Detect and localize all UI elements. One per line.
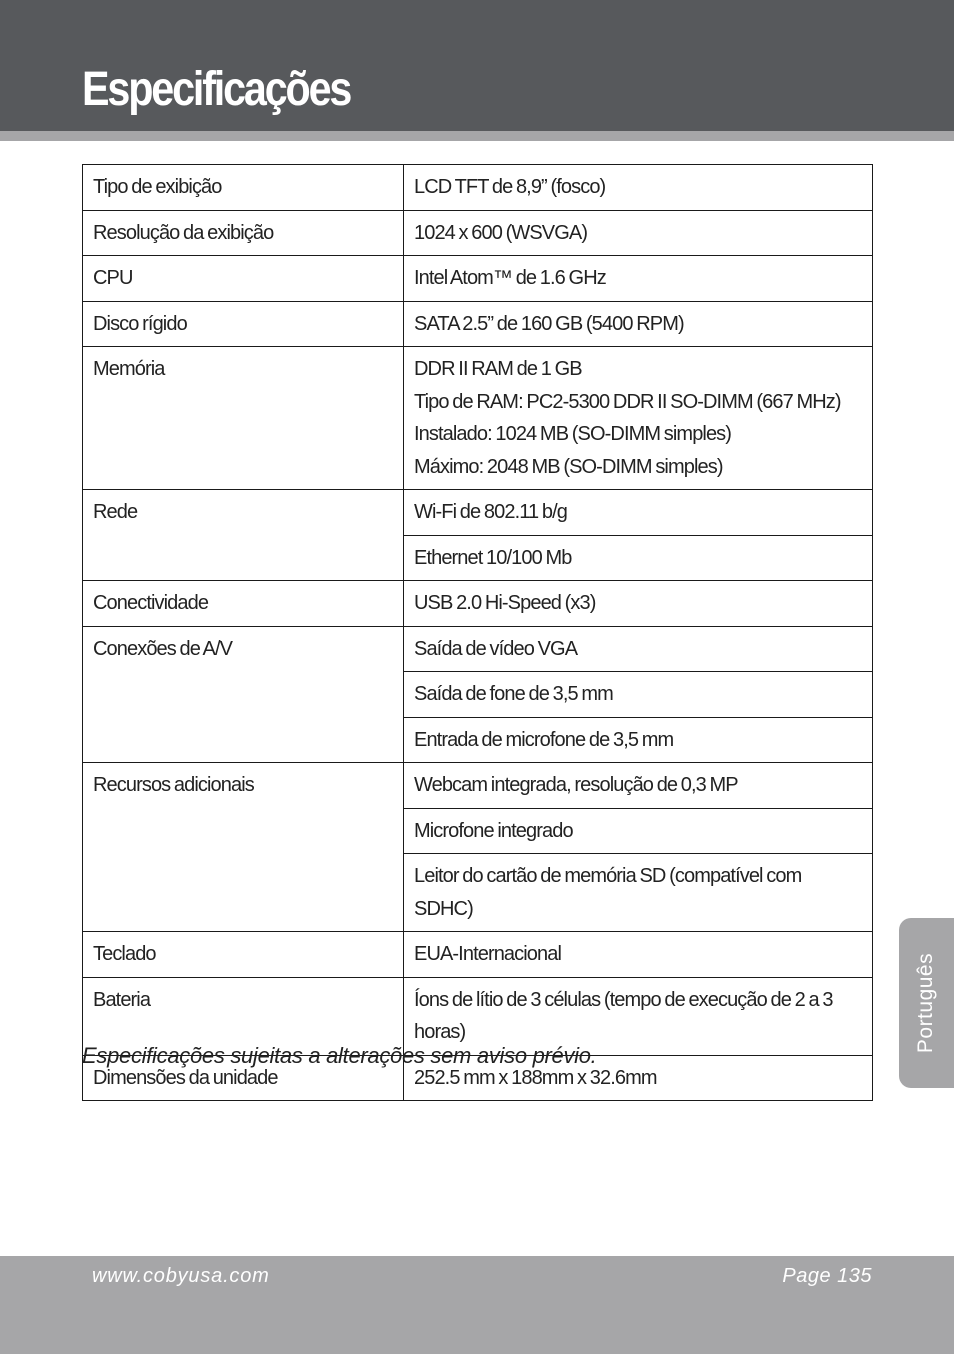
- spec-value: Íons de lítio de 3 células (tempo de execução de 2 a 3 horas): [404, 977, 873, 1055]
- spec-label: Conectividade: [83, 581, 404, 627]
- spec-label: Resolução da exibição: [83, 210, 404, 256]
- spec-value: Ethernet 10/100 Mb: [404, 535, 873, 581]
- spec-row: [83, 763, 873, 809]
- footer-url: www.cobyusa.com: [92, 1265, 270, 1287]
- page-number: Page 135: [782, 1265, 872, 1287]
- spec-value: LCD TFT de 8,9” (fosco): [404, 165, 873, 211]
- spec-row: [83, 256, 873, 302]
- spec-value: Microfone integrado: [404, 808, 873, 854]
- spec-value: Wi-Fi de 802.11 b/g: [404, 490, 873, 536]
- language-tab-label: Português: [914, 952, 937, 1054]
- spec-value: 252.5 mm x 188mm x 32.6mm: [404, 1055, 873, 1101]
- spec-row: [83, 301, 873, 347]
- spec-label: Disco rígido: [83, 301, 404, 347]
- spec-value: Webcam integrada, resolução de 0,3 MP: [404, 763, 873, 809]
- spec-value: EUA-Internacional: [404, 932, 873, 978]
- spec-value: USB 2.0 Hi-Speed (x3): [404, 581, 873, 627]
- spec-row: [83, 347, 873, 490]
- spec-value: DDR II RAM de 1 GB Tipo de RAM: PC2-5300 DDR II SO-DIMM (667 MHz) Instalado: 1024 MB (SO-DIMM simples) Máximo: 2048 MB (SO-DIMM simples): [404, 347, 873, 490]
- spec-label: Teclado: [83, 932, 404, 978]
- header-strip: [0, 131, 954, 141]
- disclaimer-note: Especificações sujeitas a alterações sem aviso prévio.: [82, 1043, 597, 1068]
- spec-value: Intel Atom™ de 1.6 GHz: [404, 256, 873, 302]
- spec-value: 1024 x 600 (WSVGA): [404, 210, 873, 256]
- spec-row: [83, 932, 873, 978]
- spec-label: Bateria: [83, 977, 404, 1055]
- spec-row: [83, 165, 873, 211]
- language-tab: [899, 918, 954, 1088]
- spec-value: Saída de vídeo VGA: [404, 626, 873, 672]
- spec-row: [83, 626, 873, 672]
- spec-label: Tipo de exibição: [83, 165, 404, 211]
- spec-value: Entrada de microfone de 3,5 mm: [404, 717, 873, 763]
- specs-table-body: [83, 165, 873, 1101]
- spec-label: Memória: [83, 347, 404, 490]
- spec-label: Conexões de A/V: [83, 626, 404, 763]
- specs-table: [82, 164, 873, 1101]
- spec-label: Dimensões da unidade: [83, 1055, 404, 1101]
- page-title: Especificações: [82, 63, 351, 116]
- spec-value: SATA 2.5” de 160 GB (5400 RPM): [404, 301, 873, 347]
- spec-row: [83, 581, 873, 627]
- footer-bar: [0, 1256, 954, 1354]
- spec-label: CPU: [83, 256, 404, 302]
- spec-value: Leitor do cartão de memória SD (compatível com SDHC): [404, 854, 873, 932]
- spec-row: [83, 210, 873, 256]
- spec-label: Recursos adicionais: [83, 763, 404, 932]
- spec-value: Saída de fone de 3,5 mm: [404, 672, 873, 718]
- spec-row: [83, 490, 873, 536]
- spec-label: Rede: [83, 490, 404, 581]
